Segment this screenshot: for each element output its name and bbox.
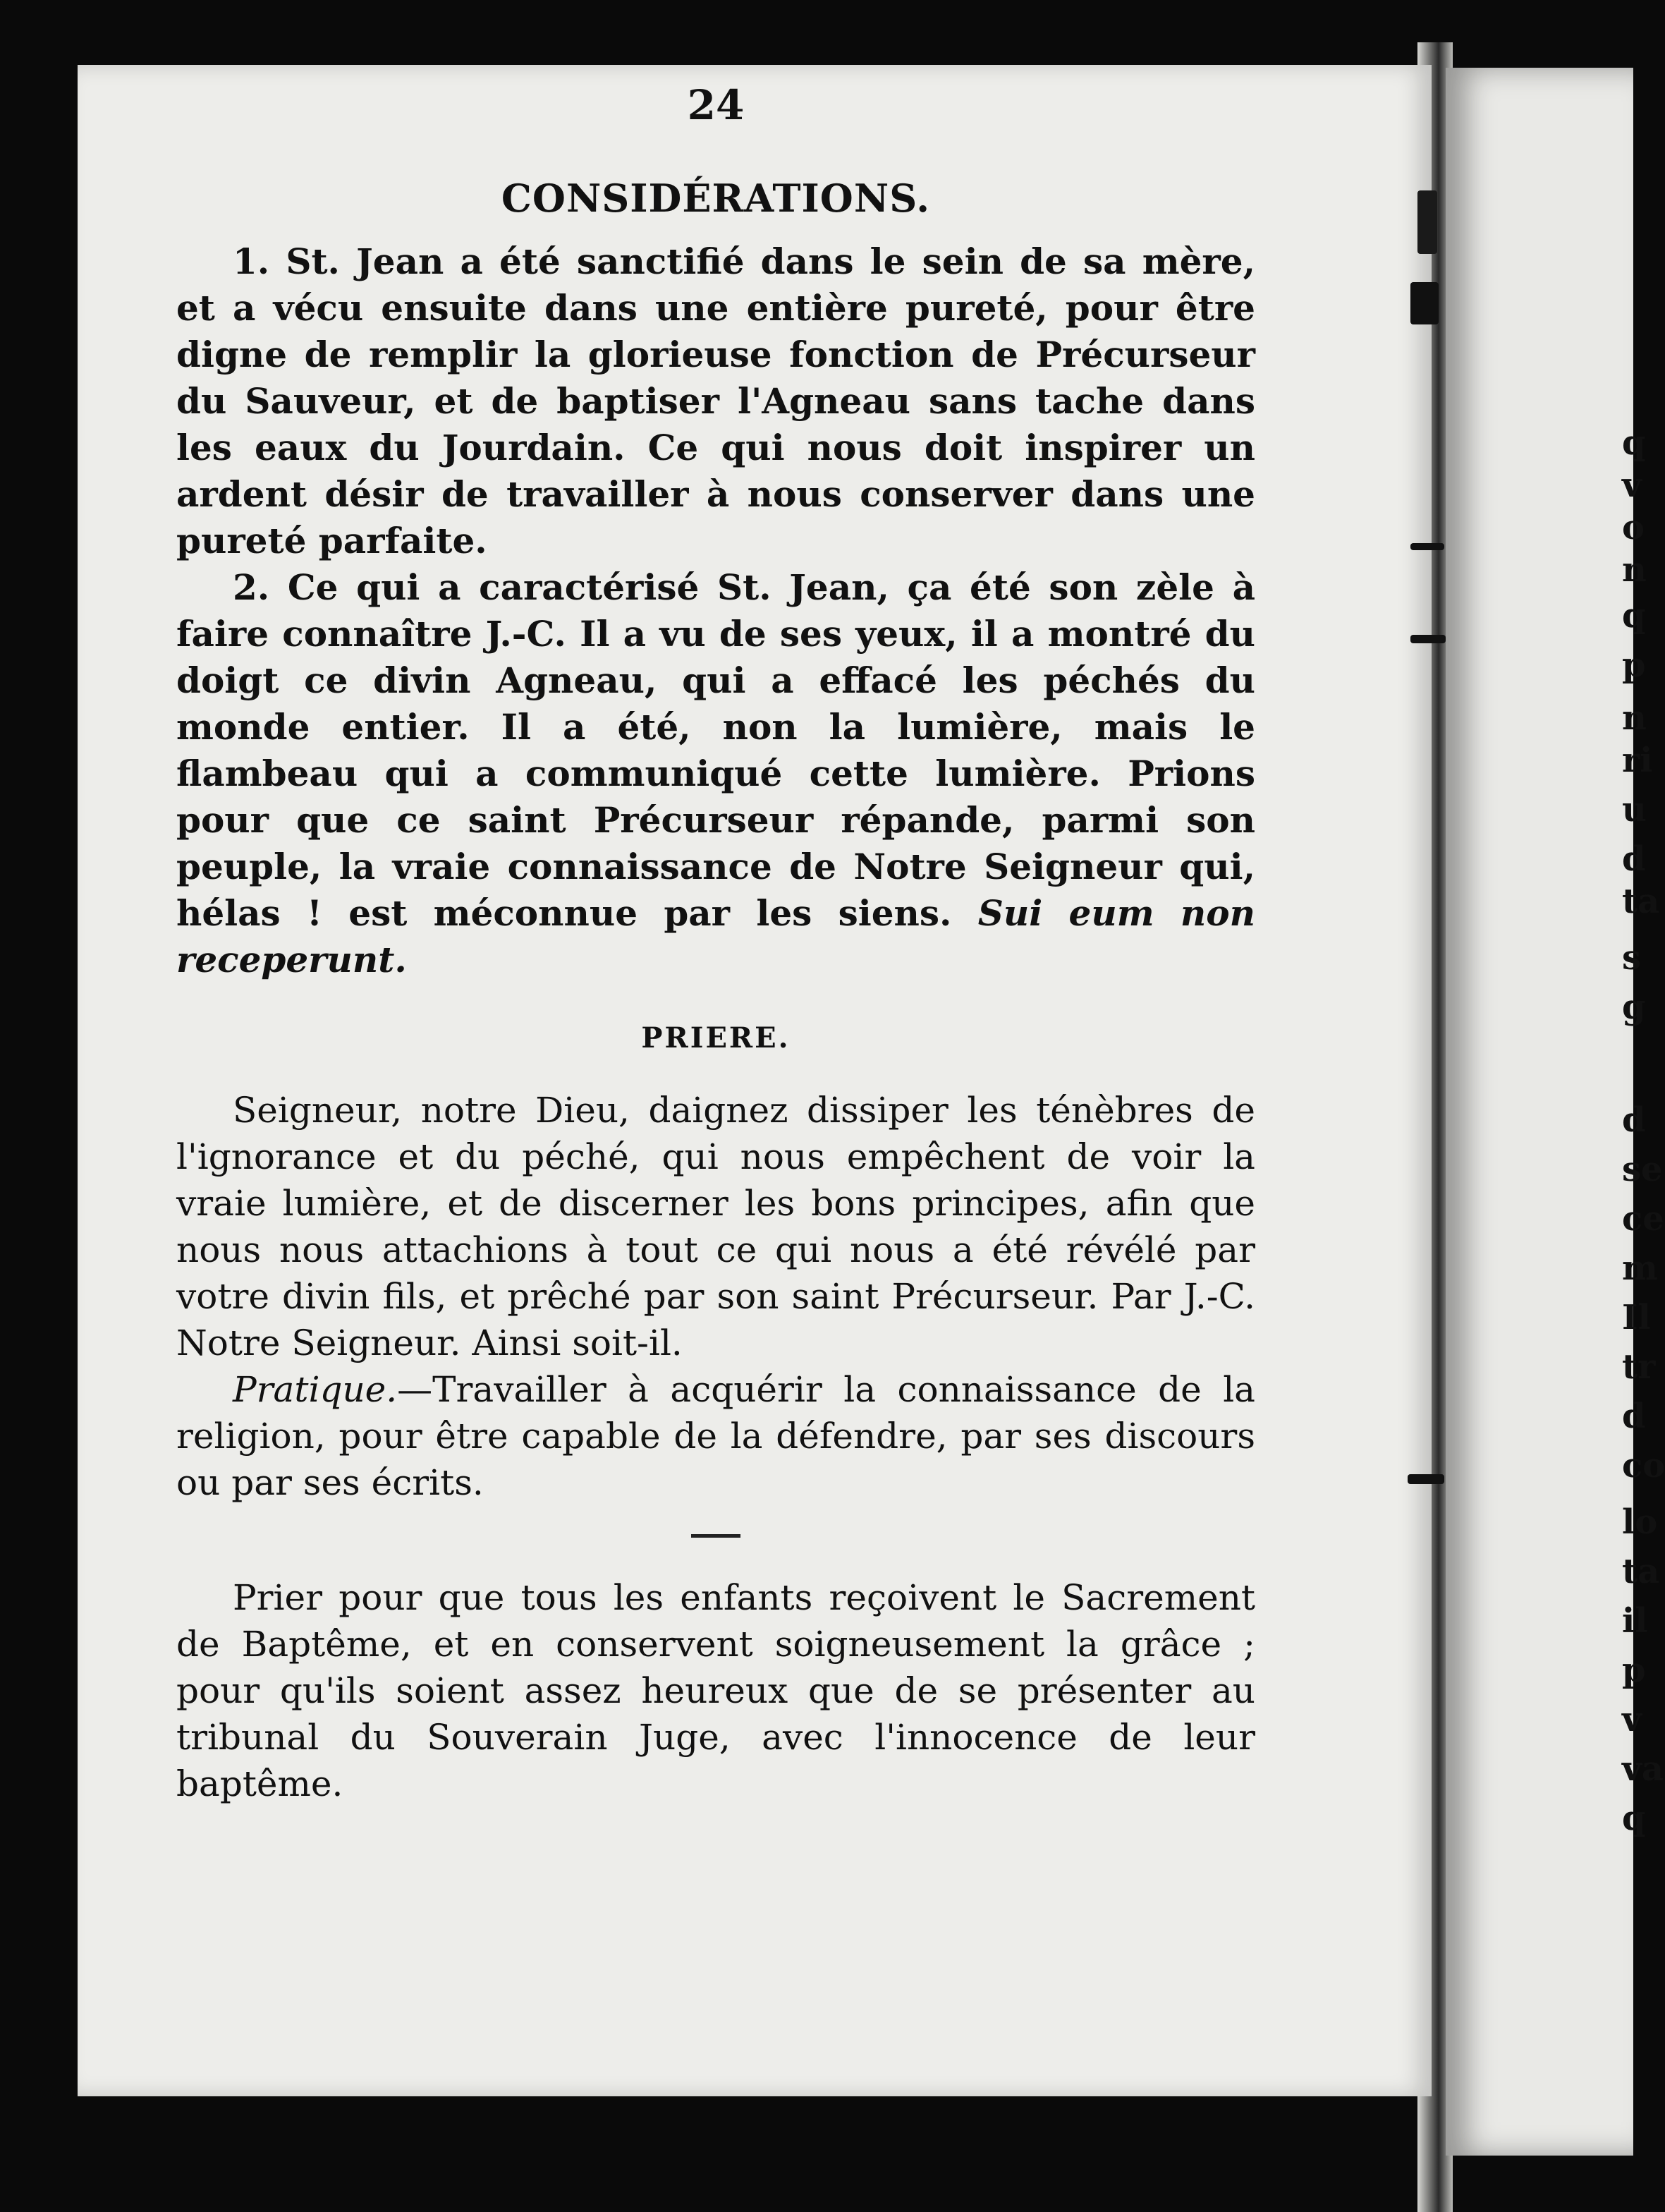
facing-page-letter: va xyxy=(1622,1749,1664,1789)
facing-page-letter: il xyxy=(1622,1601,1648,1641)
facing-page-letter: ta xyxy=(1622,882,1660,921)
facing-page-letter: lo xyxy=(1622,1502,1658,1542)
facing-page-letter: tr xyxy=(1622,1347,1656,1387)
facing-page-letter: d xyxy=(1622,1397,1646,1436)
facing-page-letter: d xyxy=(1622,839,1646,879)
facing-page-letter: q xyxy=(1622,423,1646,463)
page-number: 24 xyxy=(687,81,745,129)
facing-page-letter: n xyxy=(1622,550,1647,590)
facing-page-letter: g xyxy=(1622,988,1646,1027)
consideration-2-text: 2. Ce qui a caractérisé St. Jean, ça été son zèle à faire connaître J.-C. Il a vu de ses yeux, il a montré du doigt ce divin Agneau, qui a effacé les péchés du monde entier. Il a été, non la lumière, mais le flambeau qui a communiqué cette lumière. Prions pour que ce saint Précurseur répande, parmi son peuple, la vraie connaissance de Notre Seigneur qui, hélas ! est méconnue par les siens. xyxy=(176,566,1255,935)
facing-page-letter: q xyxy=(1622,1799,1646,1838)
facing-page-letter: ri xyxy=(1622,741,1653,780)
facing-page-letter: o xyxy=(1622,508,1645,547)
consideration-2 xyxy=(176,564,1255,983)
facing-page-letter: d xyxy=(1622,1100,1646,1140)
facing-page-letter: p xyxy=(1622,1651,1646,1690)
prayer-heading: PRIERE. xyxy=(641,1021,791,1055)
facing-page-letter: u xyxy=(1622,790,1647,830)
consideration-1: 1. St. Jean a été sanctifié dans le sein de sa mère, et a vécu ensuite dans une entière pureté, pour être digne de remplir la glorieuse fonction de Précurseur du Sauveur, et de baptiser l'Agneau sans tache dans les eaux du Jourdain. Ce qui nous doit inspirer un ardent désir de travailler à nous conserver dans une pureté parfaite. xyxy=(176,241,1255,562)
divider xyxy=(691,1534,740,1538)
facing-page-letter: q xyxy=(1622,596,1646,636)
section-heading: CONSIDÉRATIONS. xyxy=(501,176,931,221)
facing-page-letter: ta xyxy=(1622,1552,1660,1591)
facing-page-letter: m xyxy=(1622,1248,1658,1288)
facing-page-letter: n xyxy=(1622,698,1647,738)
facing-page-letter: p xyxy=(1622,645,1646,685)
practice-label: Pratique. xyxy=(233,1369,398,1411)
facing-page-letter: v xyxy=(1622,1700,1642,1739)
final-paragraph: Prier pour que tous les enfants reçoivent le Sacrement de Baptême, et en conservent soigneusement la grâce ; pour qu'ils soient assez heureux que de se présenter au tribunal du Souverain Juge, avec l'innocence de leur baptême. xyxy=(176,1577,1255,1805)
practice-text: —Travailler à acquérir la connaissance de la religion, pour être capable de la défendre, par ses discours ou par ses écrits. xyxy=(176,1369,1255,1504)
facing-page-letter: v xyxy=(1622,466,1642,505)
gutter-mark xyxy=(1410,635,1446,643)
latin-quote: Sui eum non receperunt. xyxy=(176,892,1255,981)
page-text xyxy=(176,81,1255,1807)
facing-page-letter: s xyxy=(1622,938,1642,978)
facing-page-letter: co xyxy=(1622,1446,1665,1485)
prayer-text: Seigneur, notre Dieu, daignez dissiper les ténèbres de l'ignorance et du péché, qui nous empêchent de voir la vraie lumière, et de discerner les bons principes, afin que nous nous attachions à tout ce qui nous a été révélé par votre divin fils, et prêché par son saint Précurseur. Par J.-C. Notre Seigneur. Ainsi soit-il. xyxy=(176,1090,1255,1364)
facing-page xyxy=(1446,68,1633,2156)
gutter-mark xyxy=(1408,1474,1444,1484)
gutter-mark xyxy=(1417,190,1437,254)
gutter-mark xyxy=(1410,543,1444,550)
facing-page-letter: Il xyxy=(1622,1298,1651,1337)
facing-page-letter: se xyxy=(1622,1150,1663,1189)
gutter-mark xyxy=(1410,282,1439,324)
facing-page-letter: ce xyxy=(1622,1199,1664,1239)
practice xyxy=(176,1366,1255,1506)
